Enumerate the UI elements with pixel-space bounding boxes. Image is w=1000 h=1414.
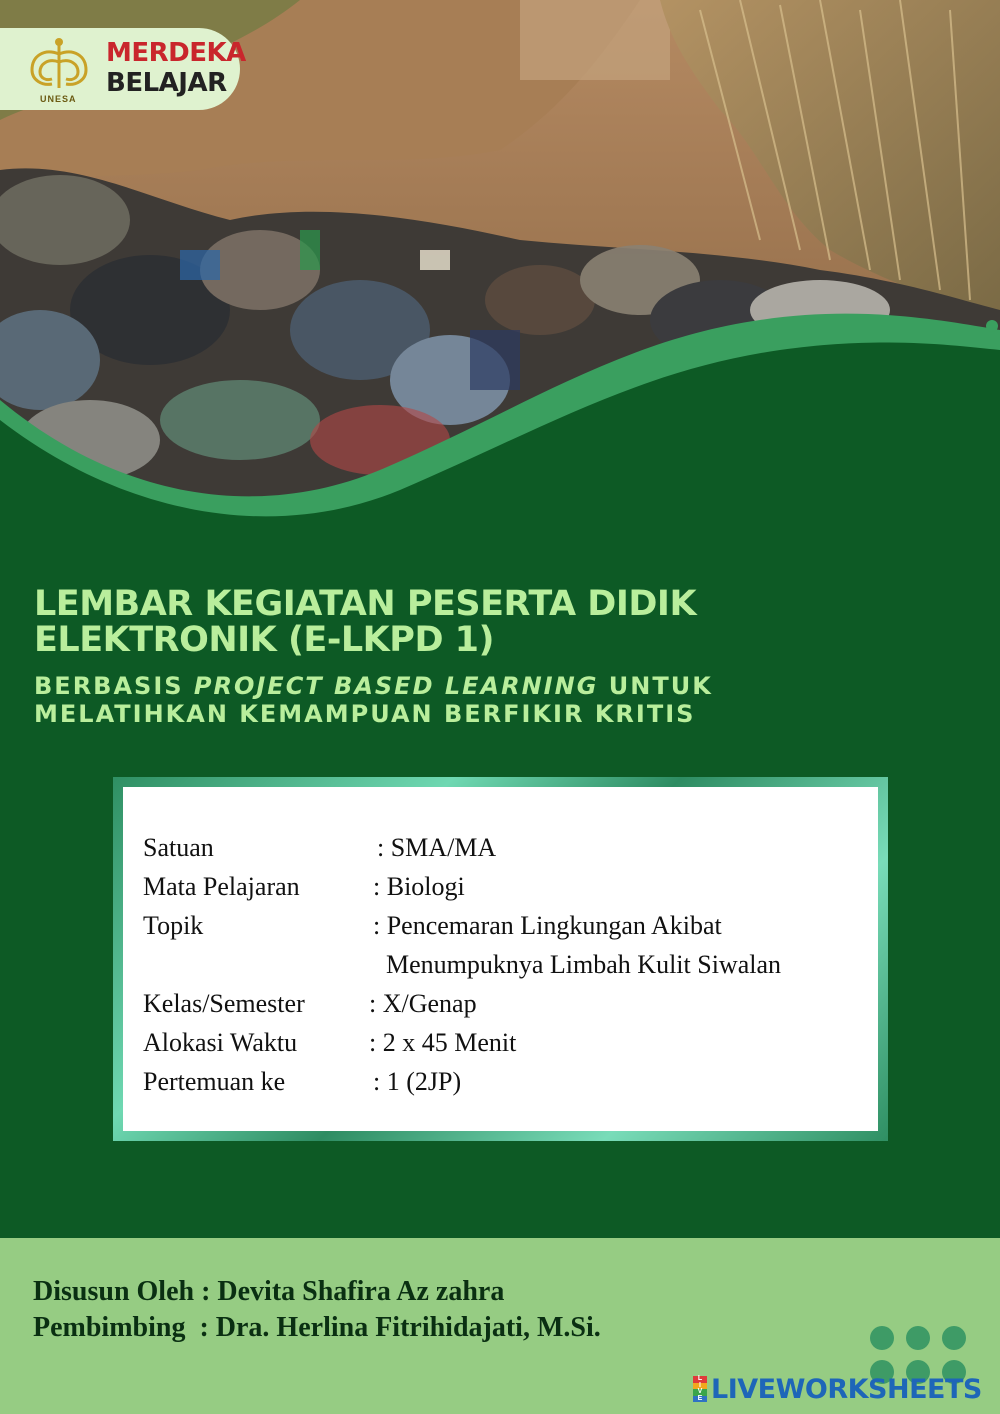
subtitle-part3: UNTUK — [598, 672, 713, 700]
info-value: : 2 x 45 Menit — [369, 1028, 517, 1057]
liveworksheets-text: LIVEWORKSHEETS — [711, 1373, 982, 1405]
logo-line2: BELAJAR — [106, 68, 227, 98]
info-label: Satuan — [143, 833, 214, 862]
subtitle-line2: MELATIHKAN KEMAMPUAN BERFIKIR KRITIS — [34, 700, 696, 728]
info-label: Kelas/Semester — [143, 989, 305, 1018]
author-credit: Disusun Oleh : Devita Shafira Az zahra — [33, 1276, 505, 1307]
subtitle-line1 — [34, 672, 934, 700]
mark-letter: I — [693, 1383, 707, 1390]
document-subtitle — [34, 672, 934, 728]
liveworksheets-watermark — [693, 1374, 982, 1404]
advisor-credit: Pembimbing : Dra. Herlina Fitrihidajati, M.Si. — [33, 1312, 601, 1343]
merdeka-belajar-wordmark — [106, 38, 246, 98]
info-value: Menumpuknya Limbah Kulit Siwalan — [386, 950, 782, 979]
unesa-label: UNESA — [40, 94, 77, 104]
info-label: Topik — [143, 911, 204, 940]
info-box — [113, 777, 888, 1141]
info-value: : 1 (2JP) — [373, 1067, 462, 1096]
mark-letter: E — [693, 1396, 707, 1403]
info-panel — [123, 787, 878, 1131]
info-label: Alokasi Waktu — [143, 1028, 298, 1057]
info-label: Mata Pelajaran — [143, 872, 300, 901]
merdeka-belajar-logo — [0, 28, 246, 110]
info-value: : Pencemaran Lingkungan Akibat — [373, 911, 722, 940]
liveworksheets-logo-icon — [693, 1376, 707, 1402]
mark-letter: V — [693, 1389, 707, 1396]
document-title — [34, 586, 934, 658]
dot — [870, 1326, 894, 1350]
subtitle-italic: PROJECT BASED LEARNING — [193, 672, 599, 700]
subtitle-part1: BERBASIS — [34, 672, 194, 700]
dot — [942, 1326, 966, 1350]
dot — [906, 1326, 930, 1350]
info-label: Pertemuan ke — [143, 1067, 286, 1096]
logo-line1: MERDEKA — [106, 38, 246, 68]
title-line2: ELEKTRONIK (E-LKPD 1) — [34, 620, 495, 660]
info-value: : SMA/MA — [377, 833, 497, 862]
title-line1: LEMBAR KEGIATAN PESERTA DIDIK — [34, 584, 697, 624]
info-value: : Biologi — [373, 872, 465, 901]
mark-letter: L — [693, 1376, 707, 1383]
info-value: : X/Genap — [369, 989, 477, 1018]
